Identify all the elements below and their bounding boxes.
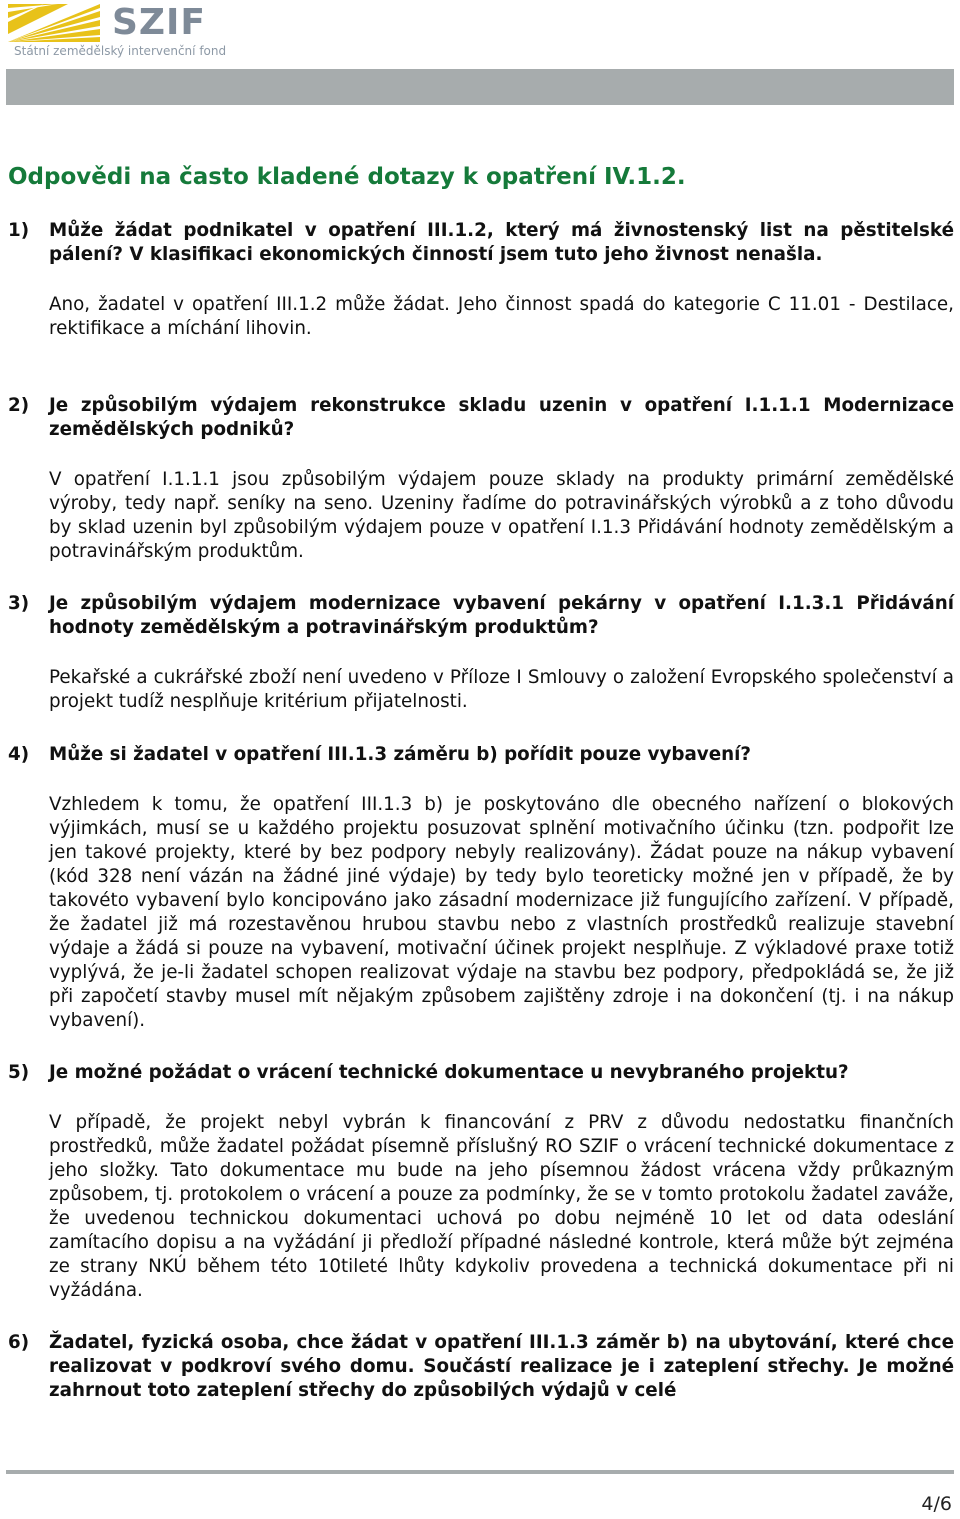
question xyxy=(8,1331,954,1403)
question xyxy=(8,394,954,442)
question-text: Žadatel, fyzická osoba, chce žádat v opatření III.1.3 záměr b) na ubytování, které chce realizovat v podkroví svého domu. Součástí realizace je i zateplení střechy. Je možné zahrnout toto zateplení střechy do způsobilých výdajů v celé xyxy=(49,1332,954,1401)
logo-rays-icon xyxy=(8,4,100,42)
logo-tagline: Státní zemědělský intervenční fond xyxy=(14,44,227,58)
qa-item-6 xyxy=(8,1331,954,1403)
question-text: Je způsobilým výdajem modernizace vybavení pekárny v opatření I.1.3.1 Přidávání hodnoty zemědělským a potravinářským produktům? xyxy=(49,593,954,638)
answer-text: Vzhledem k tomu, že opatření III.1.3 b) je poskytováno dle obecného nařízení o blokových výjimkách, musí se u každého projektu posuzovat splnění motivačního účinku (tzn. podpořit lze jen takové projekty, které by bez podpory nebyly realizovány). Žádat pouze na nákup vybavení (kód 328 není vázán na žádné jiné výdaje) by tedy bylo teoreticky možné jen v případě, že by takovéto vybavení bylo koncipováno jako zásadní modernizace již fungujícího zařízení. V případě, že žadatel již má rozestavěnou hrubou stavbu nebo z vlastních prostředků realizuje stavební výdaje a žádá si pouze na vybavení, motivační účinek projekt nesplňuje. Z výkladové praxe totiž vyplývá, že je-li žadatel schopen realizovat výdaje na stavbu bez podpory, předpokládá se, že již při započetí stavby musel mít nějakým způsobem zajištěny zdroje i na dokončení (tj. i na nákup vybavení). xyxy=(49,794,954,1031)
question-number: 3) xyxy=(8,593,30,614)
page-number: 4/6 xyxy=(921,1493,952,1515)
qa-item-4 xyxy=(8,743,954,1033)
szif-logo xyxy=(8,2,227,60)
qa-item-1 xyxy=(8,219,954,341)
qa-item-2 xyxy=(8,394,954,564)
question-number: 4) xyxy=(8,744,30,765)
qa-item-5 xyxy=(8,1061,954,1303)
question xyxy=(8,592,954,640)
question-text: Může si žadatel v opatření III.1.3 záměru b) pořídit pouze vybavení? xyxy=(49,744,751,765)
answer-text: V opatření I.1.1.1 jsou způsobilým výdajem pouze sklady na produkty primární zemědělské výroby, tedy např. seníky na seno. Uzeniny řadíme do potravinářských výrobků a z toho důvodu by sklad uzenin byl způsobilým výdajem pouze v opatření I.1.3 Přidávání hodnoty zemědělským a potravinářským produktům. xyxy=(49,469,954,562)
answer-text: Ano, žadatel v opatření III.1.2 může žádat. Jeho činnost spadá do kategorie C 11.01 - Destilace, rektifikace a míchání lihovin. xyxy=(49,294,954,339)
question-number: 5) xyxy=(8,1062,30,1083)
question-number: 1) xyxy=(8,220,30,241)
question-number: 6) xyxy=(8,1332,30,1353)
answer-text: Pekařské a cukrářské zboží není uvedeno v Příloze I Smlouvy o založení Evropského společenství a projekt tudíž nesplňuje kritérium přijatelnosti. xyxy=(49,667,954,712)
question-text: Je způsobilým výdajem rekonstrukce skladu uzenin v opatření I.1.1.1 Modernizace zemědělských podniků? xyxy=(49,395,954,440)
header-bar xyxy=(6,69,954,105)
question-number: 2) xyxy=(8,395,30,416)
question xyxy=(8,1061,954,1085)
page-title: Odpovědi na často kladené dotazy k opatření IV.1.2. xyxy=(8,164,686,190)
question xyxy=(8,219,954,267)
qa-item-3 xyxy=(8,592,954,714)
logo-name: SZIF xyxy=(112,2,207,43)
question-text: Je možné požádat o vrácení technické dokumentace u nevybraného projektu? xyxy=(49,1062,849,1083)
answer-text: V případě, že projekt nebyl vybrán k financování z PRV z důvodu nedostatku finančních prostředků, může žadatel požádat písemně příslušný RO SZIF o vrácení technické dokumentace z jeho složky. Tato dokumentace mu bude na jeho písemnou žádost vrácena vždy průkazným způsobem, tj. protokolem o vrácení a pouze za podmínky, že se v tomto protokolu žadatel zaváže, že uvedenou technickou dokumentaci uchová po dobu nejméně 10 let od data odeslání zamítacího dopisu a na vyžádání ji předloží případné následné kontrole, která může být zejména ze strany NKÚ během této 10tileté lhůty kdykoliv provedena a technická dokumentace při ni vyžádána. xyxy=(49,1112,954,1301)
question-text: Může žádat podnikatel v opatření III.1.2, který má živnostenský list na pěstitelské pálení? V klasifikaci ekonomických činností jsem tuto jeho živnost nenašla. xyxy=(49,220,954,265)
footer-divider xyxy=(6,1470,954,1474)
question xyxy=(8,743,954,767)
